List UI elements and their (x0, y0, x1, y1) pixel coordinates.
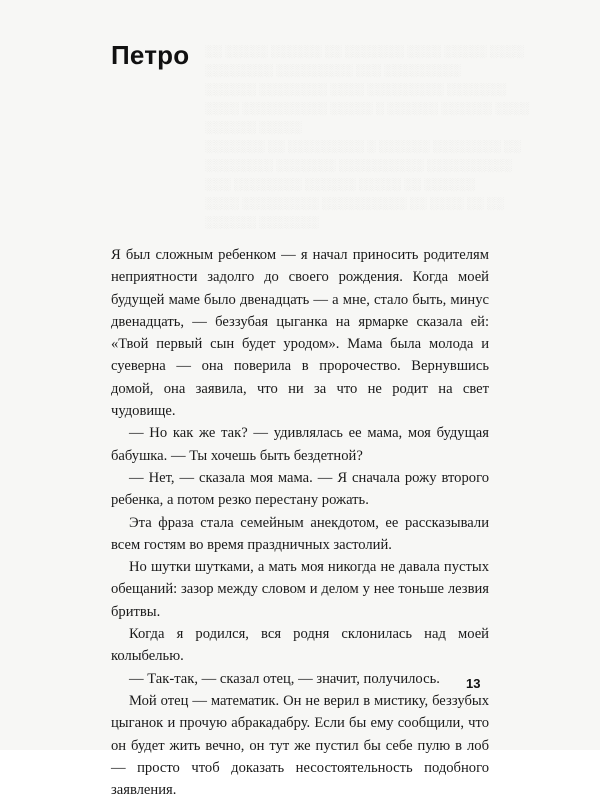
paragraph: — Так-так, — сказал отец, — значит, получилось. (129, 670, 440, 687)
bleed-through-text: ░░ ░░░░░ ░░░░░░ ░░ ░░░░░░░ ░░░░ ░░░░░ ░░░░ ░░░░░░░░ ░░░░░░░░░ ░░░ ░░░░░░░░░ ░░░░░░ ░░░░░░░░ ░░░░ ░░░░░░░░░ ░░░░░░░ ░░░░ ░░░░░░░░░░ ░░░░░ ░ ░░░░░░ ░░░░░░ ░░░░ ░░░░░░ ░░░░░ ░░░░░░░ ░░ ░░░░░░░░░ ░ ░░░░░░ ░░░░░░░░ ░░ ░░░░░░░░ ░░░░░░░ ░░░░░░░░░░ ░░░░░░░░░░ ░░░ ░░░░░░░░ ░░░░░░ ░░░░░ ░░ ░░░░░░ ░░░░ ░░░░░░░░░ ░░░░░░░░░░ ░░ ░░░░ ░░ ░░ ░░░░░░ ░░░░░░░ (205, 44, 530, 229)
paragraph: — Но как же так? — удивлялась ее мама, моя будущая бабушка. — Ты хочешь быть бездетной? (111, 425, 489, 464)
paragraph: Когда я родился, вся родня склонилась над моей колыбелью. (111, 626, 489, 665)
paragraph: Эта фраза стала семейным анекдотом, ее рассказывали всем гостям во время праздничных застолий. (111, 514, 489, 553)
paragraph: — Нет, — сказала моя мама. — Я сначала рожу второго ребенка, а потом резко перестану рожать. (111, 469, 489, 509)
chapter-title: Петро (111, 40, 190, 70)
body-text (111, 244, 489, 801)
paragraph: Мой отец — математик. Он не верил в мистику, беззубых цыганок и прочую абракадабру. Если бы ему сообщили, что он будет жить вечно, он тут же пустил бы себе пулю в лоб — просто чтоб доказать несостоятельность подобного заявления. (111, 692, 489, 799)
page-number: 13 (466, 676, 481, 691)
paragraph: Я был сложным ребенком — я начал приносить родителям неприятности задолго до своего рождения. Когда моей будущей маме было двенадцать — а мне, стало быть, минус двенадцать, — беззубая цыганка на ярмарке сказала ей: «Твой первый сын будет уродом». Мама была молода и суеверна — она поверила в пророчество. Вернувшись домой, она заявила, что ни за что не родит на свет чудовище. (111, 247, 489, 420)
paragraph: Но шутки шутками, а мать моя никогда не давала пустых обещаний: зазор между словом и делом у нее тоньше лезвия бритвы. (111, 559, 489, 620)
